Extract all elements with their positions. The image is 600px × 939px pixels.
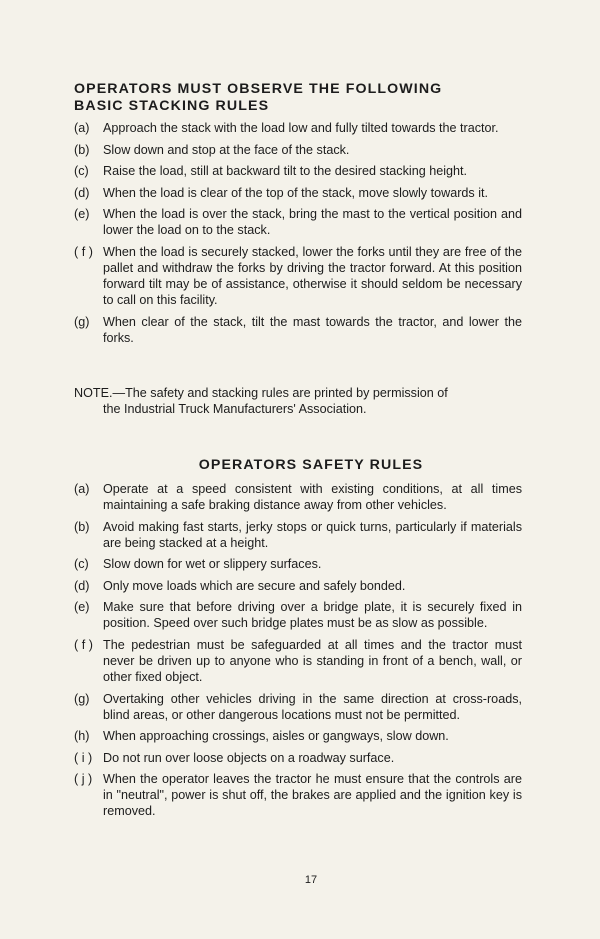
stacking-rules-heading [74,81,534,115]
item-marker: ( f ) [74,244,93,259]
item-marker: (d) [74,185,90,200]
item-text: When clear of the stack, tilt the mast towards the tractor, and lower the forks. [103,314,522,345]
note-line2: the Industrial Truck Manufacturers' Association. [103,402,367,416]
item-text: Avoid making fast starts, jerky stops or quick turns, particularly if materials are being stacked at a height. [103,519,522,550]
stacking-rules-heading-line2: BASIC STACKING RULES [74,98,270,114]
page-number: 17 [304,874,318,886]
stacking-rules-heading-line1: OPERATORS MUST OBSERVE THE FOLLOWING [74,81,443,97]
list-item [74,691,522,723]
item-text: The pedestrian must be safeguarded at all times and the tractor must never be driven up to anyone who is standing in front of a bench, wall, or other fixed object. [103,637,522,684]
item-marker: ( j ) [74,772,93,787]
item-marker: (e) [74,600,90,615]
item-marker: ( i ) [74,750,93,765]
list-item [74,142,522,158]
list-item [74,728,522,744]
safety-rules-list [74,481,522,825]
item-text: When the load is over the stack, bring the mast to the vertical position and lower the load on to the stack. [103,207,522,238]
permission-note [74,385,522,417]
item-marker: (g) [74,691,90,706]
list-item [74,481,522,513]
list-item [74,163,522,179]
item-text: Make sure that before driving over a bridge plate, it is securely fixed in position. Speed over such bridge plates must be as slow as possible. [103,600,522,631]
item-marker: (c) [74,164,89,179]
list-item [74,599,522,631]
list-item [74,244,522,308]
item-marker: (g) [74,314,90,329]
list-item [74,578,522,594]
list-item [74,120,522,136]
item-text: Slow down and stop at the face of the stack. [103,142,350,157]
item-text: When the load is securely stacked, lower the forks until they are free of the pallet and withdraw the forks by driving the tractor forward. At this position forward tilt may be of assistance, otherwise it should seldom be necessary to call on this facility. [103,244,522,307]
item-text: Operate at a speed consistent with existing conditions, at all times maintaining a safe braking distance away from other vehicles. [103,482,522,512]
item-marker: (d) [74,578,90,593]
item-marker: (c) [74,557,89,572]
item-text: Only move loads which are secure and safely bonded. [103,578,406,593]
list-item [74,519,522,551]
item-text: Overtaking other vehicles driving in the same direction at cross-roads, blind areas, or other dangerous locations must not be permitted. [103,691,522,722]
list-item [74,637,522,685]
list-item [74,771,522,819]
item-text: Approach the stack with the load low and fully tilted towards the tractor. [103,121,499,135]
list-item [74,185,522,201]
safety-rules-heading: OPERATORS SAFETY RULES [198,457,424,473]
item-marker: ( f ) [74,637,93,652]
list-item [74,750,522,766]
item-marker: (b) [74,519,90,534]
note-line1: NOTE.—The safety and stacking rules are printed by permission of [74,386,448,400]
item-marker: (a) [74,121,90,135]
item-marker: (a) [74,482,90,496]
list-item [74,556,522,572]
item-marker: (e) [74,207,90,222]
item-text: When the load is clear of the top of the stack, move slowly towards it. [103,185,488,200]
item-text: Slow down for wet or slippery surfaces. [103,557,322,572]
item-text: Do not run over loose objects on a roadway surface. [103,750,395,765]
item-text: When approaching crossings, aisles or gangways, slow down. [103,729,449,744]
item-text: When the operator leaves the tractor he must ensure that the controls are in "neutral", power is shut off, the brakes are applied and the ignition key is removed. [103,772,522,819]
stacking-rules-list [74,120,522,351]
item-marker: (b) [74,142,90,157]
list-item [74,206,522,238]
item-text: Raise the load, still at backward tilt to the desired stacking height. [103,164,468,179]
item-marker: (h) [74,729,90,744]
list-item [74,314,522,346]
